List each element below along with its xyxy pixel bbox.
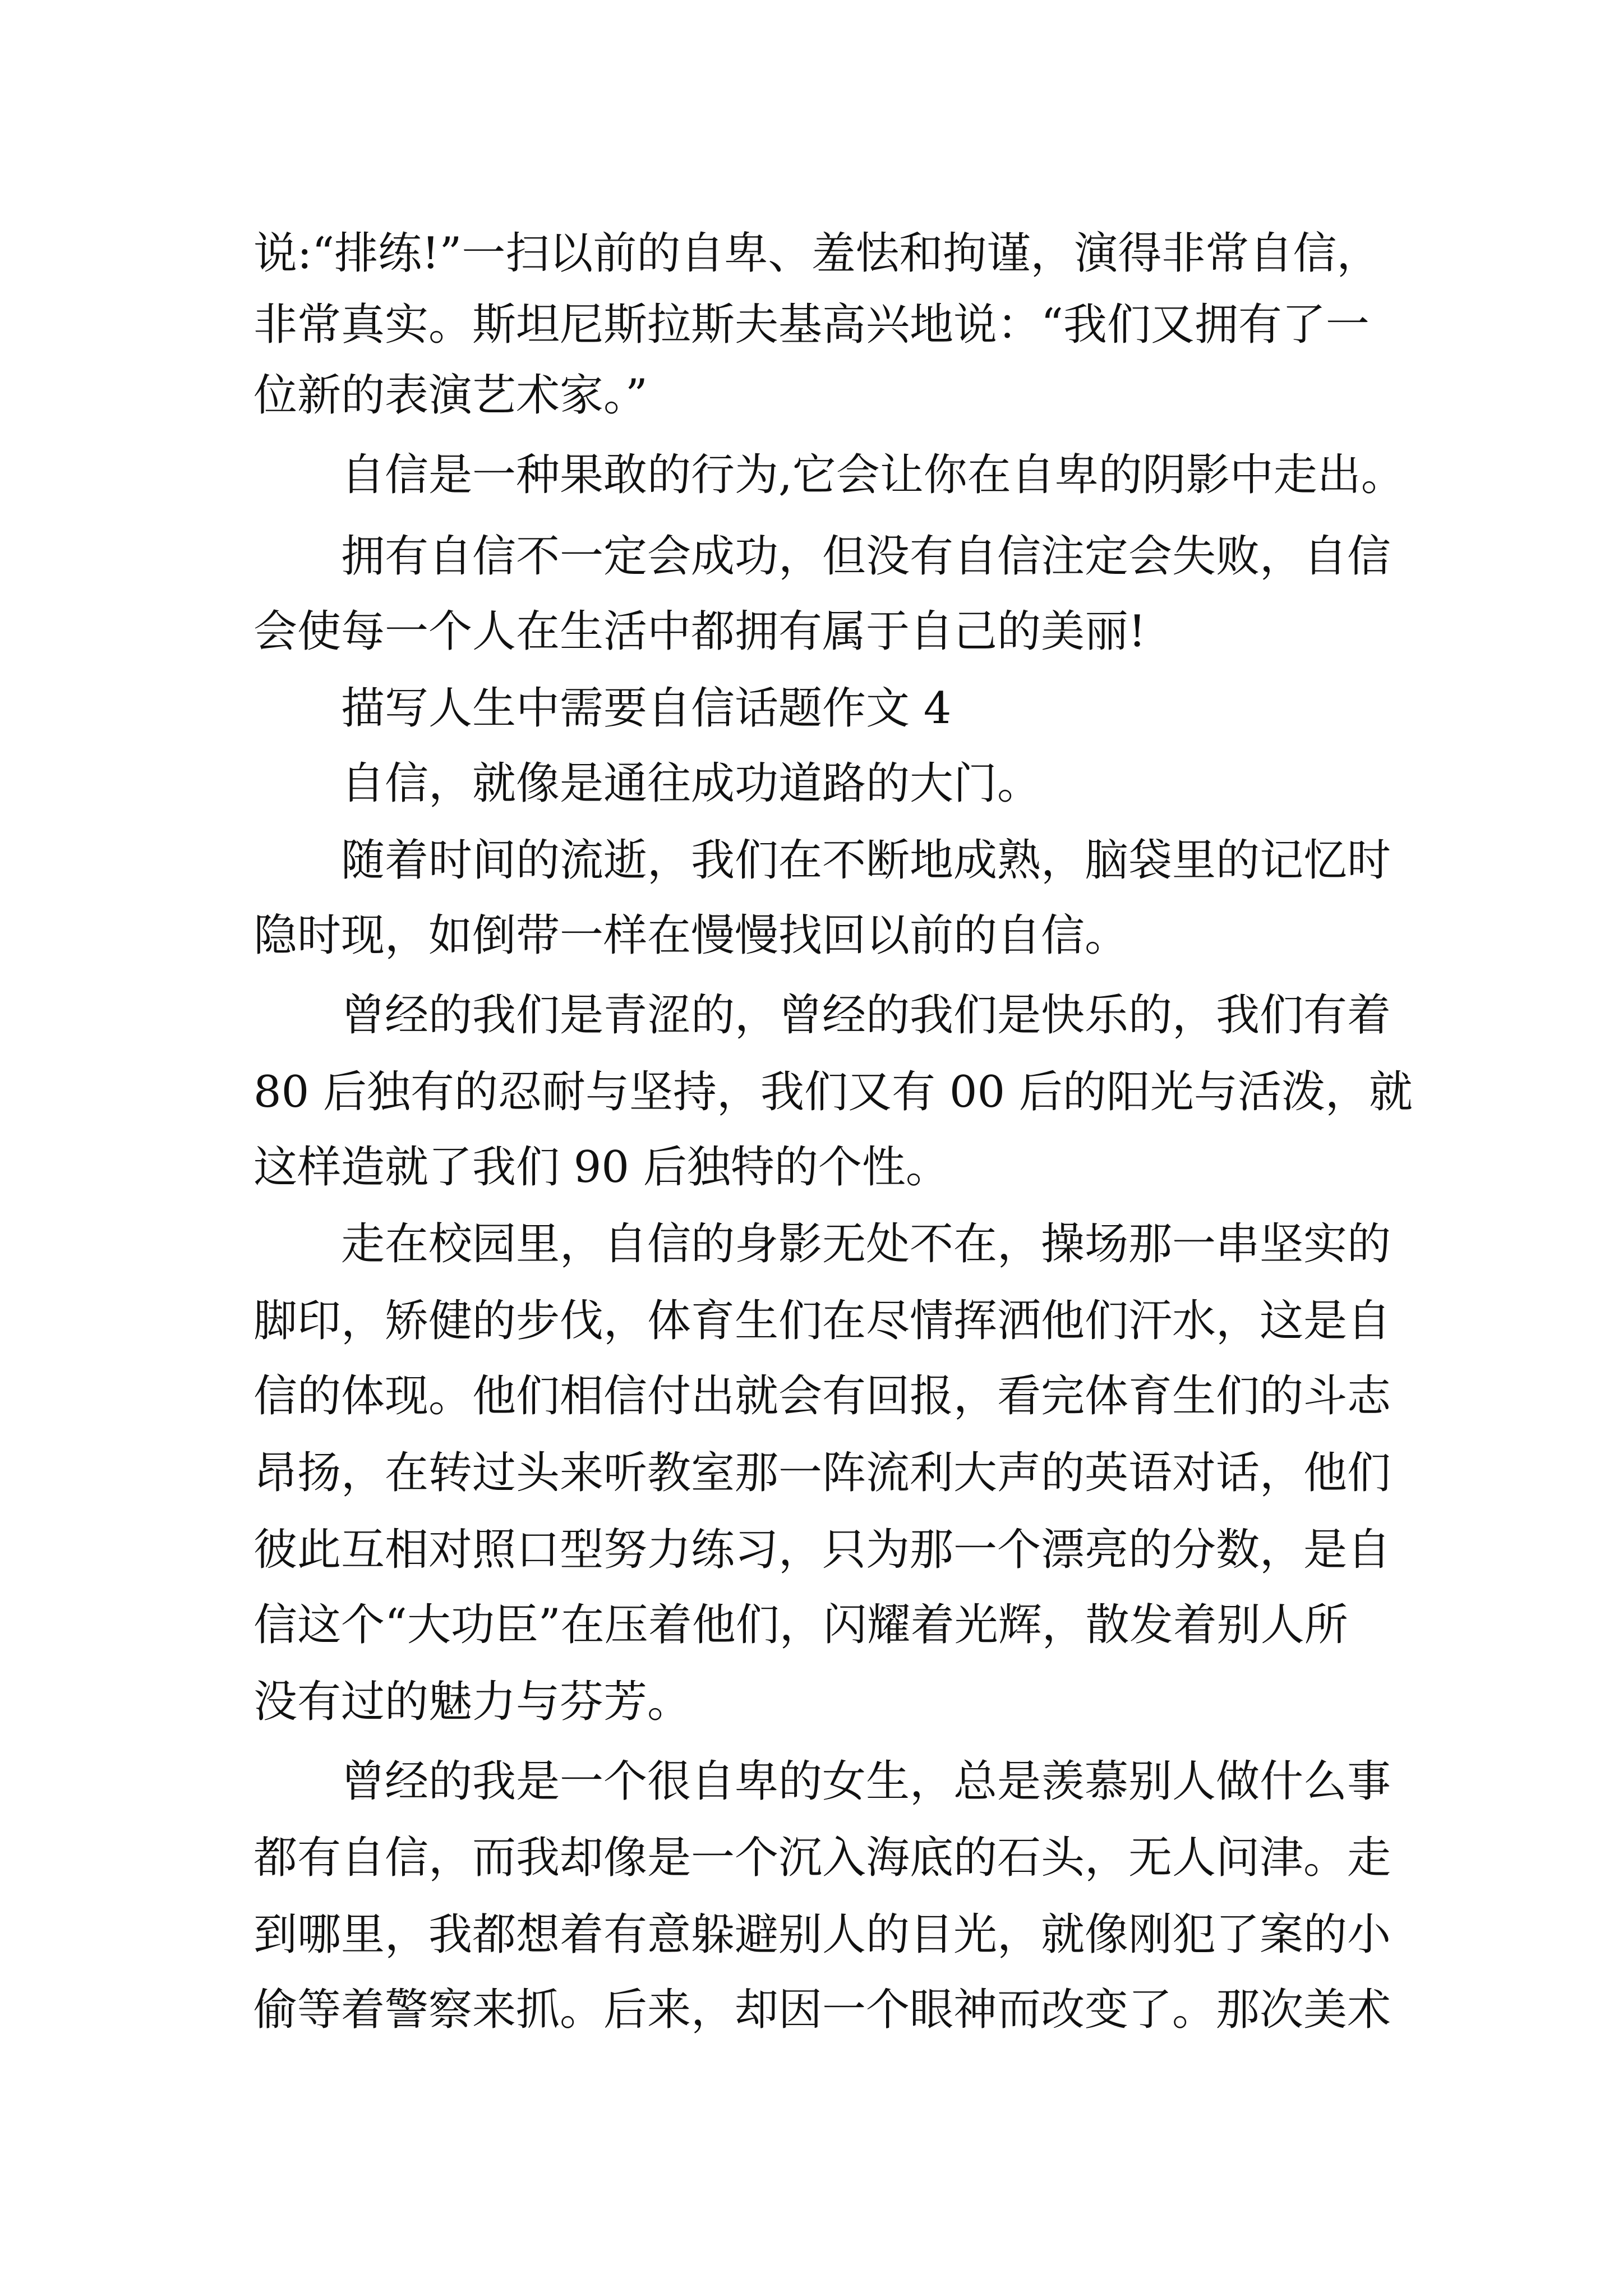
text-line: 80 后独有的忍耐与坚持，我们又有 00 后的阳光与活泼，就 [253,1067,1413,1117]
text-line: 都有自信，而我却像是一个沉入海底的石头，无人问津。走 [253,1833,1391,1883]
text-line: 信这个“大功臣”在压着他们，闪耀着光辉，散发着别人所 [253,1600,1348,1650]
text-line: 昂扬，在转过头来听教室那一阵流利大声的英语对话，他们 [253,1448,1391,1498]
paragraph-start-line: 走在校园里，自信的身影无处不在，操场那一串坚实的 [341,1219,1391,1269]
text-line: 偷等着警察来抓。后来，却因一个眼神而改变了。那次美术 [253,1985,1391,2035]
text-line: 隐时现，如倒带一样在慢慢找回以前的自信。 [253,910,1129,961]
text-line: 非常真实。斯坦尼斯拉斯夫基高兴地说：“我们又拥有了一 [253,300,1370,350]
paragraph-start-line: 曾经的我是一个很自卑的女生，总是羡慕别人做什么事 [341,1756,1391,1807]
text-line: 会使每一个人在生活中都拥有属于自己的美丽! [253,606,1146,657]
text-line: 位新的表演艺术家。” [253,370,648,421]
text-line: 信的体现。他们相信付出就会有回报，看完体育生们的斗志 [253,1371,1391,1421]
paragraph-start-line: 自信是一种果敢的行为,它会让你在自卑的阴影中走出。 [341,450,1405,500]
paragraph-start-line: 拥有自信不一定会成功，但没有自信注定会失败，自信 [341,531,1391,582]
text-line: 到哪里，我都想着有意躲避别人的目光，就像刚犯了案的小 [253,1910,1391,1960]
text-line: 脚印，矫健的步伐，体育生们在尽情挥洒他们汗水，这是自 [253,1296,1391,1346]
text-line: 没有过的魅力与芬芳。 [253,1677,691,1727]
section-title: 描写人生中需要自信话题作文 4 [341,683,952,734]
text-line: 彼此互相对照口型努力练习，只为那一个漂亮的分数，是自 [253,1525,1391,1575]
text-line: 这样造就了我们 90 后独特的个性。 [253,1142,949,1193]
text-line: 说:“排练!”一扫以前的自卑、羞怯和拘谨，演得非常自信， [253,228,1381,279]
paragraph-start-line: 曾经的我们是青涩的，曾经的我们是快乐的，我们有着 [341,990,1391,1041]
paragraph-start-line: 自信，就像是通往成功道路的大门。 [341,758,1041,809]
paragraph-start-line: 随着时间的流逝，我们在不断地成熟，脑袋里的记忆时 [341,835,1391,886]
